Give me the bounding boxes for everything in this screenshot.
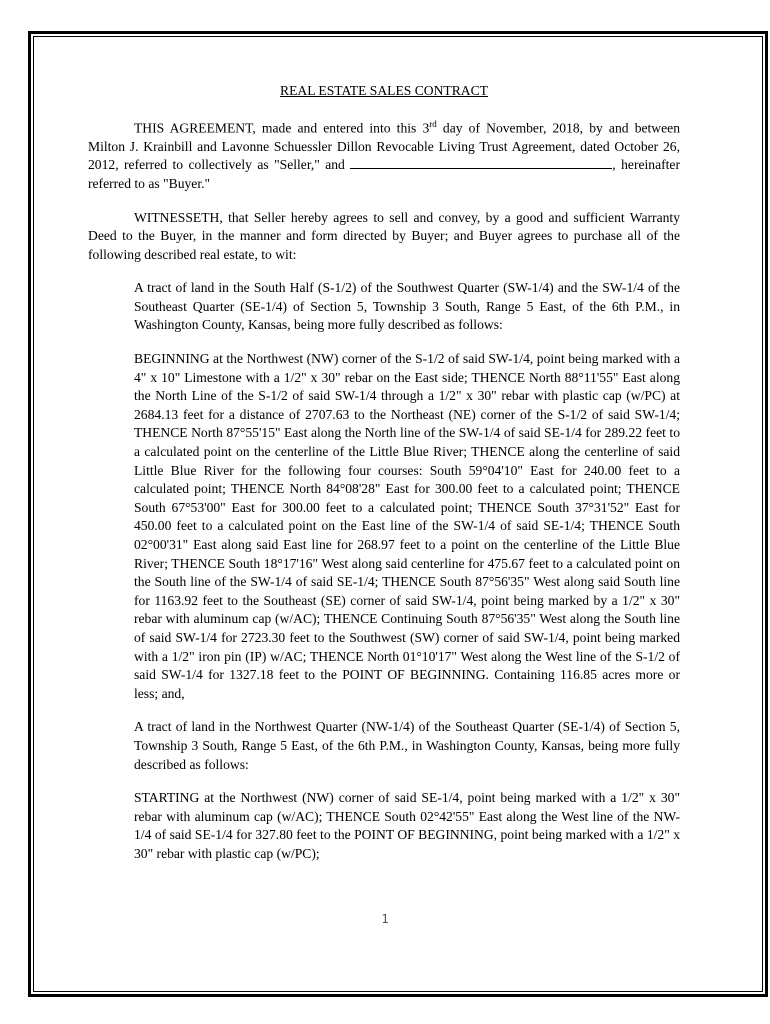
agreement-paragraph [88,115,680,194]
witnesseth-paragraph: WITNESSETH, that Seller hereby agrees to sell and convey, by a good and sufficient Warranty Deed to the Buyer, in the manner and form directed by Buyer; and Buyer agrees to purchase all of the following described real estate, to wit: [88,209,680,262]
agreement-text-a: THIS AGREEMENT, made and entered into this 3 [134,120,430,136]
buyer-name-blank[interactable] [350,156,612,169]
document-page [88,82,680,879]
page-number: 1 [381,912,389,926]
tract-two-description: A tract of land in the Northwest Quarter (NW-1/4) of the Southeast Quarter (SE-1/4) of Section 5, Township 3 South, Range 5 East, of the 6th P.M., in Washington County, Kansas, being more fully described as follows: [134,719,680,772]
document-title: REAL ESTATE SALES CONTRACT [280,83,488,98]
beginning-description: BEGINNING at the Northwest (NW) corner of the S-1/2 of said SW-1/4, point being marked with a 4" x 10" Limestone with a 1/2" x 30" rebar on the East side; THENCE North 88°11'55" East along the North Line of the S-1/2 of said SW-1/4 through a 1/2" x 30" rebar with plastic cap (w/PC) at 2684.13 feet for a distance of 2707.63 to the Northeast (NE) corner of the S-1/2 of said SW-1/4; THENCE North 87°55'15" East along the North line of the SW-1/4 of said SE-1/4 for 289.22 feet to a calculated point on the centerline of the Little Blue River; THENCE along the centerline of said Little Blue River for the following four courses: South 59°04'10" East for 240.00 feet to a calculated point; THENCE North 84°08'28" East for 300.00 feet to a calculated point; THENCE South 67°53'00" East for 300.00 feet to a calculated point; THENCE South 37°31'52" East for 450.00 feet to a calculated point on the East line of the SW-1/4 of said SE-1/4; THENCE South 02°00'31" East along said East line for 268.97 feet to a point on the centerline of the Little Blue River; THENCE South 18°17'16" West along said centerline for 475.67 feet to a calculated point on the South line of the SW-1/4 of said SE-1/4; THENCE South 87°56'35" West along said South line for 1163.92 feet to the Southeast (SE) corner of said SW-1/4, point being marked by a 1/2" x 30" rebar with aluminum cap (w/AC); THENCE Continuing South 87°56'35" West along the South line of said SW-1/4 for 2723.30 feet to the Southwest (SW) corner of said SW-1/4, point being marked with a 1/2" iron pin (IP) w/AC; THENCE North 01°10'17" West along the West line of the S-1/2 of said SW-1/4 for 1327.18 feet to the POINT OF BEGINNING. Containing 116.85 acres more or less; and, [134,351,680,701]
agreement-text-c: , hereinafter referred to as "Buyer." [88,157,680,191]
agreement-text-b: day of November, 2018, by and between Milton J. Krainbill and Lavonne Schuessler Dillon Revocable Living Trust Agreement, dated October 26, 2012, referred to collectively as "Seller," and [88,120,680,173]
starting-description: STARTING at the Northwest (NW) corner of said SE-1/4, point being marked with a 1/2" x 30" rebar with aluminum cap (w/AC); THENCE South 02°42'55" East along the West line of the NW-1/4 of said SE-1/4 for 327.80 feet to the POINT OF BEGINNING, point being marked with a 1/2" x 30" rebar with plastic cap (w/PC); [134,790,680,861]
ordinal-suffix: rd [429,118,437,129]
tract-one-description: A tract of land in the South Half (S-1/2) of the Southwest Quarter (SW-1/4) and the SW-1/4 of the Southeast Quarter (SE-1/4) of Section 5, Township 3 South, Range 5 East, of the 6th P.M., in Washington County, Kansas, being more fully described as follows: [134,280,680,333]
